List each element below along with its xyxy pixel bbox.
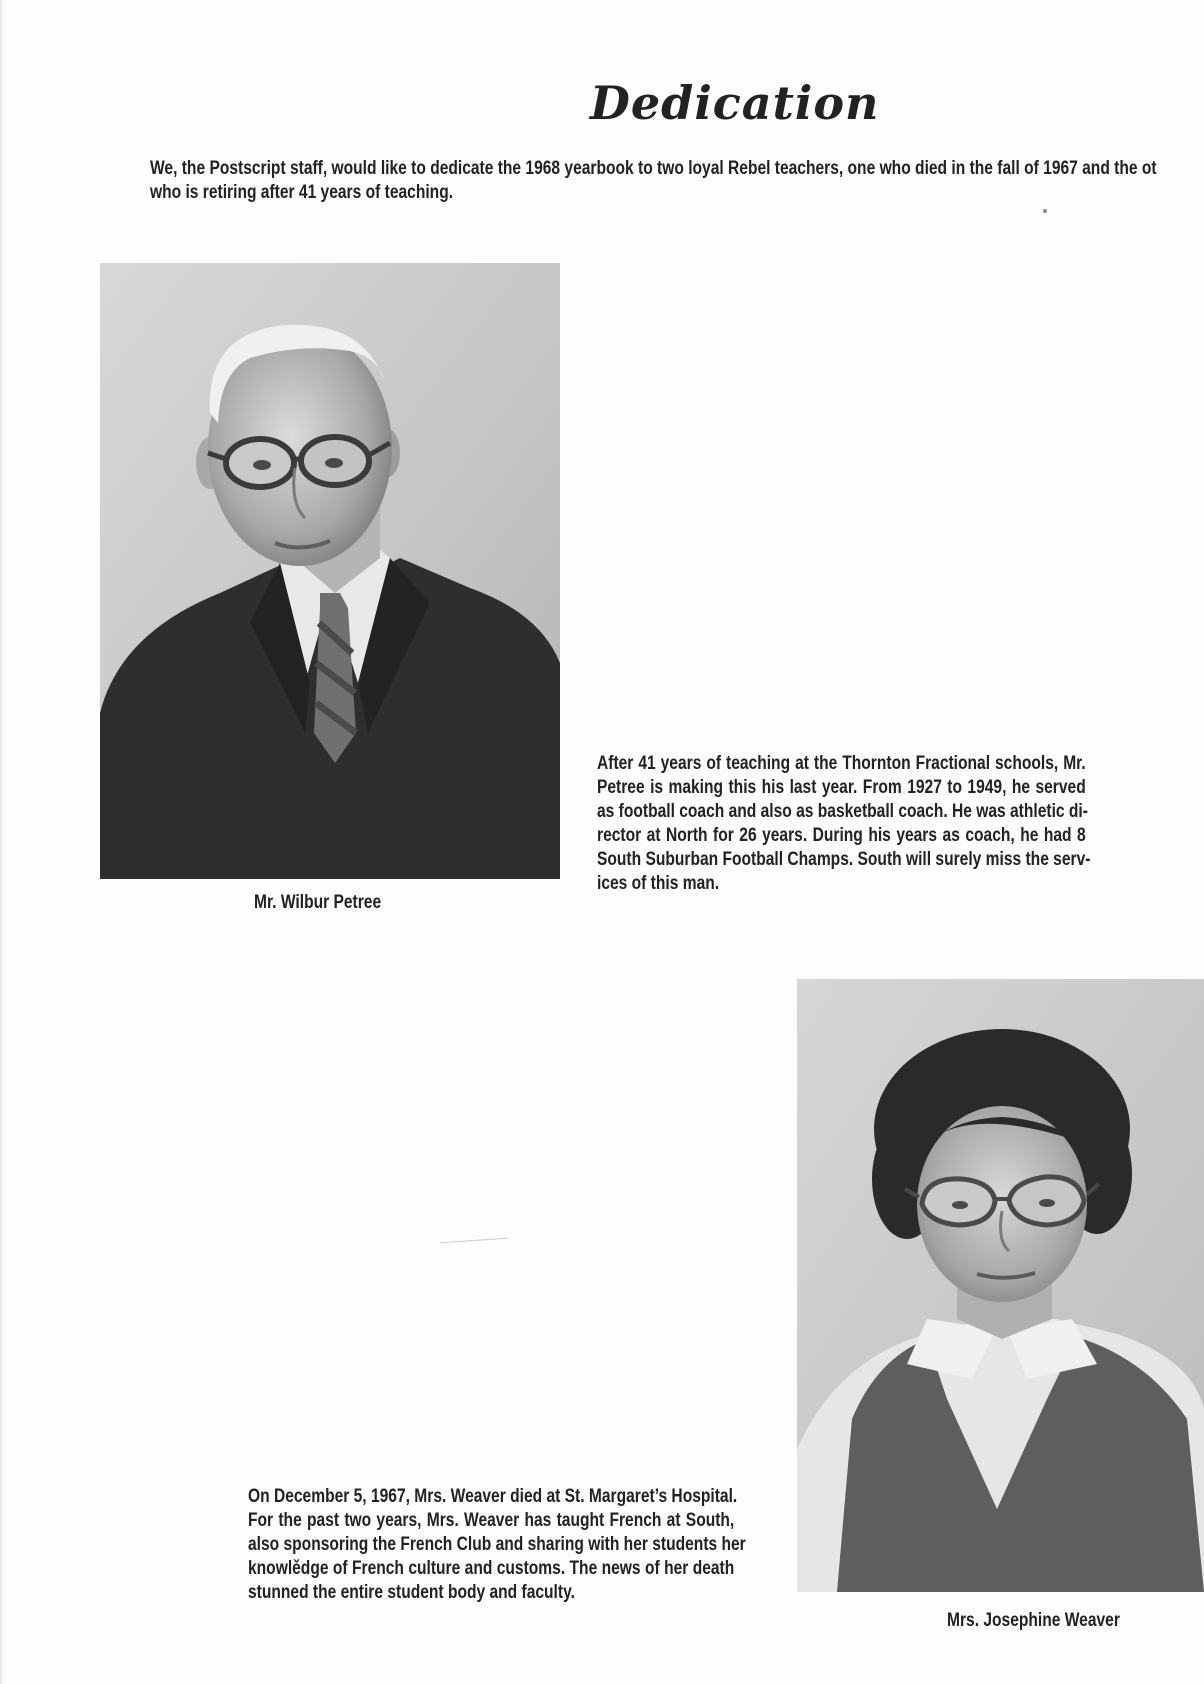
bio-line: stunned the entire student body and faculty. (248, 1582, 575, 1603)
print-mark (440, 1238, 508, 1244)
bio-line: rector at North for 26 years. During his years as coach, he had 8 (597, 825, 1086, 846)
bio-petree (597, 752, 1091, 896)
portrait-photo-petree (100, 263, 560, 879)
portrait-photo-weaver (797, 979, 1204, 1592)
bio-line: ices of this man. (597, 873, 720, 894)
bio-line: After 41 years of teaching at the Thornton Fractional schools, Mr. (597, 753, 1086, 774)
bio-line: as football coach and also as basketball coach. He was athletic di- (597, 801, 1088, 822)
photo-caption-petree: Mr. Wilbur Petree (254, 892, 382, 913)
bio-line: Petree is making this his last year. From 1927 to 1949, he served (597, 777, 1086, 798)
intro-line: We, the Postscript staff, would like to dedicate the 1968 yearbook to two loyal Rebel teachers, one who died in the fall of 1967 and the ot (150, 158, 1157, 179)
page-edge (0, 0, 4, 1684)
bio-line: On December 5, 1967, Mrs. Weaver died at St. Margaret’s Hospital. (248, 1486, 738, 1507)
intro-line: who is retiring after 41 years of teaching. (150, 182, 454, 203)
bio-line: South Suburban Football Champs. South will surely miss the serv- (597, 849, 1091, 870)
photo-caption-weaver: Mrs. Josephine Weaver (947, 1610, 1120, 1631)
bio-line: also sponsoring the French Club and sharing with her students her (248, 1534, 746, 1555)
page-title: Dedication (590, 76, 880, 130)
bio-line: knowlědge of French culture and customs. The news of her death (248, 1558, 735, 1579)
bio-line: For the past two years, Mrs. Weaver has taught French at South, (248, 1510, 735, 1531)
portrait-weaver-illustration (797, 979, 1204, 1592)
print-speck (1043, 209, 1047, 213)
dedication-intro (150, 157, 1157, 205)
portrait-petree-illustration (100, 263, 560, 879)
bio-weaver (248, 1485, 746, 1605)
